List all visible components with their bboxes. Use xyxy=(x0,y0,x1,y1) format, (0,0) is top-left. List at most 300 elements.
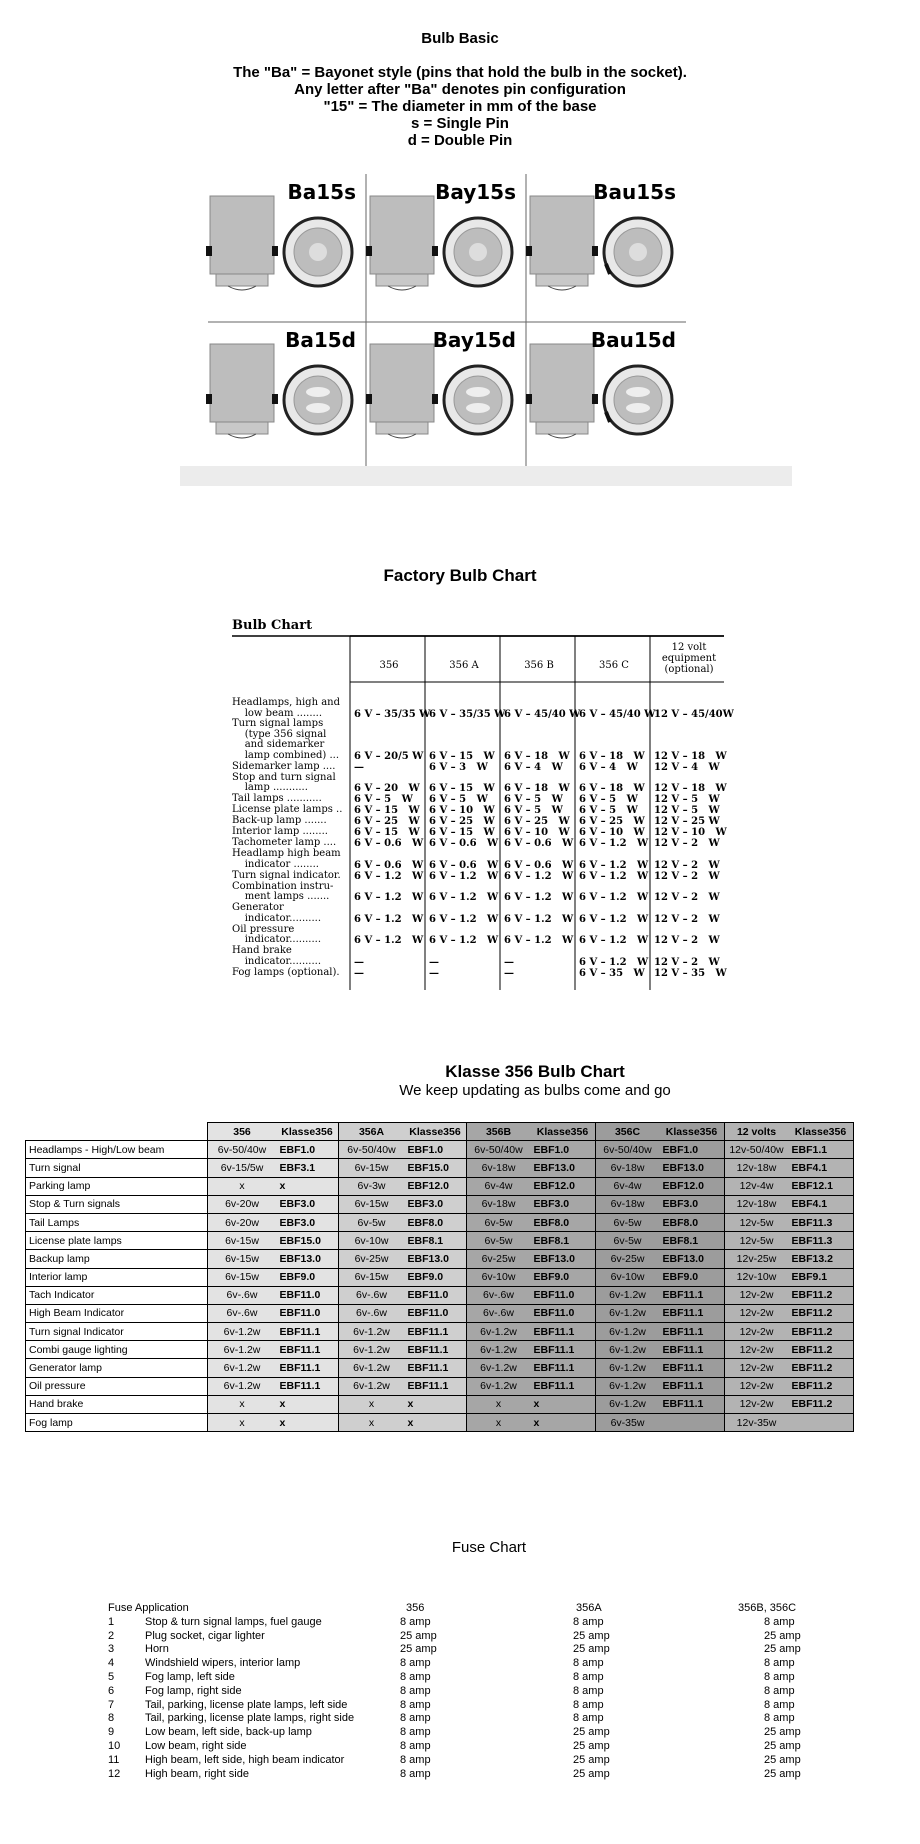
klasse-row xyxy=(26,1232,854,1250)
factory-header-cell: 356 C xyxy=(599,660,629,671)
klasse-cell: EBF11.2 xyxy=(789,1304,854,1322)
klasse-cell: EBF4.1 xyxy=(789,1159,854,1177)
klasse-chart-subtitle: We keep updating as bulbs come and go xyxy=(399,1082,671,1099)
klasse-cell: 6v-1.2w xyxy=(207,1377,277,1395)
klasse-cell: 6v-5w xyxy=(466,1213,531,1231)
klasse-row xyxy=(26,1395,854,1413)
factory-chart-title: Factory Bulb Chart xyxy=(383,566,537,585)
factory-row-value: 12 V – 2 W xyxy=(654,859,720,871)
factory-row-value: 12 V – 5 W xyxy=(654,805,720,816)
socket-cell xyxy=(366,174,526,324)
klasse-cell: EBF8.1 xyxy=(531,1232,596,1250)
klasse-cell: 6v-1.2w xyxy=(466,1359,531,1377)
klasse-cell: 6v-1.2w xyxy=(207,1359,277,1377)
klasse-cell: EBF11.1 xyxy=(277,1341,339,1359)
klasse-header-row xyxy=(26,1123,854,1141)
klasse-cell: 6v-18w xyxy=(595,1159,660,1177)
klasse-cell: EBF1.0 xyxy=(531,1141,596,1159)
klasse-row-label: Generator lamp xyxy=(26,1359,208,1377)
fuse-value-356a: 25 amp xyxy=(573,1753,610,1766)
fuse-value-356a: 25 amp xyxy=(573,1726,610,1739)
fuse-value-356a: 8 amp xyxy=(573,1698,604,1711)
fuse-number: 11 xyxy=(108,1753,120,1766)
klasse-cell: EBF11.1 xyxy=(405,1323,467,1341)
fuse-number: 8 xyxy=(108,1712,115,1725)
bulb-basic-line: Any letter after "Ba" denotes pin configuration xyxy=(294,81,626,98)
fuse-number: 10 xyxy=(108,1739,121,1752)
klasse-row xyxy=(26,1250,854,1268)
fuse-value-356bc: 8 amp xyxy=(764,1657,795,1670)
klasse-cell: EBF12.0 xyxy=(660,1177,725,1195)
fuse-value-356: 8 amp xyxy=(400,1615,431,1628)
fuse-application: Stop & turn signal lamps, fuel gauge xyxy=(145,1615,322,1628)
klasse-cell: x xyxy=(338,1395,405,1413)
klasse-header-cell: 356C xyxy=(595,1123,660,1141)
klasse-cell: EBF11.1 xyxy=(277,1323,339,1341)
klasse-cell: EBF11.0 xyxy=(405,1304,467,1322)
klasse-cell: EBF11.3 xyxy=(789,1213,854,1231)
klasse-cell: x xyxy=(531,1395,596,1413)
factory-row-label: Turn signal indicator. xyxy=(232,869,341,881)
factory-row-value: 6 V – 0.6 W xyxy=(354,859,424,871)
klasse-row-label: High Beam Indicator xyxy=(26,1304,208,1322)
fuse-application: High beam, left side, high beam indicator xyxy=(145,1753,345,1766)
fuse-value-356a: 25 amp xyxy=(573,1643,610,1656)
klasse-cell: EBF3.0 xyxy=(277,1195,339,1213)
bulb-basic-line: d = Double Pin xyxy=(407,132,513,149)
fuse-number: 6 xyxy=(108,1684,115,1697)
klasse-cell: 12v-2w xyxy=(724,1341,789,1359)
factory-row-label: Generator indicator.......... xyxy=(232,902,322,924)
factory-row-label: Headlamp high beam indicator ........ xyxy=(232,848,341,870)
klasse-cell: 6v-10w xyxy=(338,1232,405,1250)
klasse-cell: EBF13.0 xyxy=(660,1159,725,1177)
klasse-header-cell: Klasse356 xyxy=(277,1123,339,1141)
fuse-header-356: 356 xyxy=(406,1602,425,1614)
fuse-row xyxy=(108,1712,808,1726)
factory-row-label: License plate lamps .. xyxy=(232,804,343,815)
klasse-cell: 6v-3w xyxy=(338,1177,405,1195)
klasse-cell: 6v-.6w xyxy=(207,1286,277,1304)
socket-cell xyxy=(526,322,686,472)
fuse-value-356a: 8 amp xyxy=(573,1657,604,1670)
klasse-row-label: Fog lamp xyxy=(26,1414,208,1432)
klasse-cell: 6v-4w xyxy=(595,1177,660,1195)
factory-row-value: 12 V – 5 W xyxy=(654,794,720,805)
factory-row-value: 6 V – 45/40 W xyxy=(504,708,581,720)
klasse-row xyxy=(26,1323,854,1341)
fuse-application: Low beam, left side, back-up lamp xyxy=(145,1726,312,1739)
klasse-cell: x xyxy=(207,1414,277,1432)
fuse-value-356a: 25 amp xyxy=(573,1767,610,1780)
fuse-application: Fog lamp, right side xyxy=(145,1684,242,1697)
klasse-cell: 6v-.6w xyxy=(207,1304,277,1322)
klasse-cell: EBF8.1 xyxy=(405,1232,467,1250)
factory-row-value: 12 V – 35 W xyxy=(654,967,727,979)
factory-row-value: 6 V – 1.2 W xyxy=(504,892,574,903)
klasse-cell: EBF12.1 xyxy=(789,1177,854,1195)
factory-row-value: 6 V – 35 W xyxy=(579,967,645,979)
factory-row-value: 12 V – 10 W xyxy=(654,827,727,838)
factory-row-value: 6 V – 35/35 W xyxy=(354,708,431,720)
socket-cell xyxy=(526,174,686,324)
factory-row-label: Headlamps, high and low beam ........ xyxy=(232,697,340,719)
klasse-cell: EBF3.0 xyxy=(277,1213,339,1231)
klasse-cell: x xyxy=(466,1414,531,1432)
factory-row-value: — xyxy=(354,967,364,979)
klasse-cell: EBF11.1 xyxy=(660,1359,725,1377)
factory-row-label: Turn signal lamps (type 356 signal and sidemarker lamp combined) ... xyxy=(232,718,340,761)
klasse-cell: 6v-10w xyxy=(595,1268,660,1286)
fuse-row xyxy=(108,1699,808,1713)
factory-row-label: Hand brake indicator.......... xyxy=(232,945,322,967)
klasse-cell: EBF1.0 xyxy=(405,1141,467,1159)
klasse-cell: EBF11.2 xyxy=(789,1377,854,1395)
fuse-number: 9 xyxy=(108,1726,115,1739)
fuse-value-356bc: 8 amp xyxy=(764,1615,795,1628)
fuse-number: 4 xyxy=(108,1657,115,1670)
klasse-cell: 6v-1.2w xyxy=(207,1341,277,1359)
factory-row-value: 6 V – 5 W xyxy=(504,805,563,816)
factory-row-value: 12 V – 2 W xyxy=(654,838,720,849)
klasse-cell: 6v-.6w xyxy=(466,1286,531,1304)
factory-row-label: Tachometer lamp .... xyxy=(232,837,337,848)
klasse-row-label: License plate lamps xyxy=(26,1232,208,1250)
klasse-cell: EBF11.1 xyxy=(531,1359,596,1377)
klasse-row xyxy=(26,1286,854,1304)
klasse-cell: x xyxy=(338,1414,405,1432)
factory-row-value: 6 V – 25 W xyxy=(429,816,495,827)
klasse-cell: 12v-5w xyxy=(724,1232,789,1250)
factory-chart-heading: Bulb Chart xyxy=(232,618,313,633)
factory-row-label: Interior lamp ........ xyxy=(232,826,328,837)
fuse-value-356bc: 8 amp xyxy=(764,1712,795,1725)
socket-cell xyxy=(206,322,366,472)
klasse-cell: EBF11.1 xyxy=(660,1395,725,1413)
klasse-row-label: Turn signal Indicator xyxy=(26,1323,208,1341)
klasse-cell: EBF3.0 xyxy=(660,1195,725,1213)
factory-row-value: 6 V – 1.2 W xyxy=(579,935,649,946)
klasse-cell: x xyxy=(207,1395,277,1413)
klasse-cell: EBF11.1 xyxy=(531,1323,596,1341)
klasse-cell: EBF3.0 xyxy=(531,1195,596,1213)
klasse-cell: EBF11.0 xyxy=(277,1286,339,1304)
klasse-cell: EBF11.1 xyxy=(405,1341,467,1359)
fuse-row xyxy=(108,1643,808,1657)
klasse-cell: 6v-50/40w xyxy=(466,1141,531,1159)
factory-row-value: 6 V – 25 W xyxy=(504,816,570,827)
klasse-cell: EBF11.1 xyxy=(405,1377,467,1395)
klasse-cell: x xyxy=(531,1414,596,1432)
fuse-value-356: 25 amp xyxy=(400,1629,437,1642)
factory-row-value: 6 V – 1.2 W xyxy=(579,838,649,849)
klasse-cell: x xyxy=(277,1395,339,1413)
socket-type-label: Bau15s xyxy=(593,180,676,204)
klasse-row-label: Combi gauge lighting xyxy=(26,1341,208,1359)
klasse-row xyxy=(26,1177,854,1195)
factory-row-value: 6 V – 1.2 W xyxy=(429,935,499,946)
klasse-cell: EBF9.1 xyxy=(789,1268,854,1286)
klasse-cell: EBF11.1 xyxy=(660,1341,725,1359)
fuse-row xyxy=(108,1685,808,1699)
klasse-cell: EBF3.0 xyxy=(405,1195,467,1213)
klasse-cell: 6v-1.2w xyxy=(595,1286,660,1304)
klasse-cell: 12v-2w xyxy=(724,1323,789,1341)
factory-row-value: 12 V – 25 W xyxy=(654,816,720,827)
bulb-socket-diagram xyxy=(180,174,792,486)
fuse-value-356: 8 amp xyxy=(400,1698,431,1711)
klasse-cell: x xyxy=(405,1395,467,1413)
klasse-cell: 6v-1.2w xyxy=(595,1359,660,1377)
klasse-cell: EBF12.0 xyxy=(531,1177,596,1195)
klasse-header-cell: Klasse356 xyxy=(789,1123,854,1141)
klasse-row-label: Headlamps - High/Low beam xyxy=(26,1141,208,1159)
factory-row-value: 6 V – 18 W xyxy=(504,783,570,794)
fuse-number: 3 xyxy=(108,1643,115,1656)
fuse-row xyxy=(108,1616,808,1630)
factory-row-value: 6 V – 5 W xyxy=(429,794,488,805)
fuse-header-356bc: 356B, 356C xyxy=(738,1602,797,1614)
klasse-cell: x xyxy=(466,1395,531,1413)
klasse-header-cell: Klasse356 xyxy=(660,1123,725,1141)
bulb-basic-line: "15" = The diameter in mm of the base xyxy=(323,98,597,115)
factory-row-value: 6 V – 10 W xyxy=(429,805,495,816)
factory-row-value: 12 V – 2 W xyxy=(654,870,720,882)
klasse-cell: EBF13.2 xyxy=(789,1250,854,1268)
klasse-cell: 6v-18w xyxy=(466,1195,531,1213)
factory-row-value: 6 V – 25 W xyxy=(354,816,420,827)
klasse-cell: EBF11.3 xyxy=(789,1232,854,1250)
fuse-row xyxy=(108,1671,808,1685)
klasse-cell: 6v-1.2w xyxy=(338,1323,405,1341)
factory-row-value: — xyxy=(504,956,514,968)
fuse-value-356bc: 25 amp xyxy=(764,1739,801,1752)
factory-row-label: Tail lamps ........... xyxy=(232,793,322,804)
klasse-cell: EBF11.2 xyxy=(789,1395,854,1413)
fuse-value-356: 8 amp xyxy=(400,1726,431,1739)
factory-row-value: 6 V – 5 W xyxy=(354,794,413,805)
klasse-cell xyxy=(789,1414,854,1432)
klasse-cell: 6v-20w xyxy=(207,1195,277,1213)
klasse-cell: EBF11.1 xyxy=(277,1377,339,1395)
factory-row-value: 6 V – 4 W xyxy=(504,761,563,773)
klasse-cell: EBF8.0 xyxy=(531,1213,596,1231)
factory-row-value: — xyxy=(429,956,439,968)
factory-row-label: Back-up lamp ....... xyxy=(232,815,327,826)
klasse-cell: x xyxy=(277,1177,339,1195)
factory-row-value: 6 V – 15 W xyxy=(429,750,495,762)
klasse-cell: 6v-4w xyxy=(466,1177,531,1195)
klasse-cell: 6v-50/40w xyxy=(595,1141,660,1159)
fuse-value-356bc: 25 amp xyxy=(764,1643,801,1656)
fuse-number: 12 xyxy=(108,1767,121,1780)
klasse-cell: EBF11.2 xyxy=(789,1323,854,1341)
factory-row-value: 6 V – 15 W xyxy=(429,827,495,838)
fuse-value-356a: 8 amp xyxy=(573,1615,604,1628)
fuse-row xyxy=(108,1630,808,1644)
fuse-value-356: 8 amp xyxy=(400,1670,431,1683)
klasse-cell: EBF13.0 xyxy=(277,1250,339,1268)
klasse-cell: 6v-15w xyxy=(338,1268,405,1286)
klasse-row xyxy=(26,1213,854,1231)
klasse-cell: 6v-1.2w xyxy=(595,1323,660,1341)
klasse-cell: 12v-25w xyxy=(724,1250,789,1268)
klasse-header-cell: 356B xyxy=(466,1123,531,1141)
klasse-cell: 12v-2w xyxy=(724,1377,789,1395)
klasse-cell: 6v-1.2w xyxy=(595,1341,660,1359)
klasse-cell: EBF12.0 xyxy=(405,1177,467,1195)
klasse-cell: 6v-5w xyxy=(595,1232,660,1250)
klasse-cell: EBF15.0 xyxy=(405,1159,467,1177)
klasse-cell: 12v-35w xyxy=(724,1414,789,1432)
fuse-value-356: 25 amp xyxy=(400,1643,437,1656)
klasse-cell: 6v-35w xyxy=(595,1414,660,1432)
fuse-row xyxy=(108,1768,808,1782)
factory-row-value: 6 V – 0.6 W xyxy=(429,859,499,871)
klasse-cell: 6v-15/5w xyxy=(207,1159,277,1177)
klasse-cell: 6v-25w xyxy=(466,1250,531,1268)
fuse-number: 1 xyxy=(108,1615,115,1628)
factory-row-value: 6 V – 0.6 W xyxy=(504,838,574,849)
factory-row-value: 6 V – 1.2 W xyxy=(504,913,574,925)
klasse-row-label: Turn signal xyxy=(26,1159,208,1177)
klasse-header-cell: 356A xyxy=(338,1123,405,1141)
klasse-cell: 6v-1.2w xyxy=(207,1323,277,1341)
fuse-value-356bc: 8 amp xyxy=(764,1684,795,1697)
klasse-cell: 12v-18w xyxy=(724,1159,789,1177)
klasse-cell: 6v-25w xyxy=(338,1250,405,1268)
factory-row-value: 6 V – 1.2 W xyxy=(354,913,424,925)
fuse-application: Fog lamp, left side xyxy=(145,1670,235,1683)
klasse-cell: 6v-1.2w xyxy=(466,1341,531,1359)
fuse-value-356: 8 amp xyxy=(400,1712,431,1725)
klasse-cell: EBF11.0 xyxy=(405,1286,467,1304)
klasse-cell: 6v-15w xyxy=(207,1232,277,1250)
klasse-row-label: Stop & Turn signals xyxy=(26,1195,208,1213)
klasse-cell: EBF11.1 xyxy=(531,1341,596,1359)
fuse-row xyxy=(108,1740,808,1754)
klasse-cell: 6v-50/40w xyxy=(338,1141,405,1159)
klasse-cell: EBF9.0 xyxy=(660,1268,725,1286)
socket-cell xyxy=(366,322,526,472)
factory-row-value: 6 V – 5 W xyxy=(579,805,638,816)
fuse-value-356bc: 25 amp xyxy=(764,1629,801,1642)
fuse-row xyxy=(108,1726,808,1740)
factory-row-label: Sidemarker lamp .... xyxy=(232,760,336,772)
klasse-cell: 6v-5w xyxy=(595,1213,660,1231)
klasse-cell: 12v-5w xyxy=(724,1213,789,1231)
fuse-number: 2 xyxy=(108,1629,115,1642)
klasse-header-cell: 12 volts xyxy=(724,1123,789,1141)
klasse-cell: EBF1.0 xyxy=(277,1141,339,1159)
fuse-header-application: Fuse Application xyxy=(108,1602,189,1614)
klasse-header-cell: Klasse356 xyxy=(405,1123,467,1141)
factory-row-value: 6 V – 1.2 W xyxy=(354,870,424,882)
klasse-chart-title: Klasse 356 Bulb Chart xyxy=(445,1062,625,1081)
klasse-cell: EBF11.2 xyxy=(789,1359,854,1377)
fuse-chart xyxy=(108,1602,808,1781)
socket-type-label: Bay15s xyxy=(435,180,516,204)
klasse-cell: EBF11.2 xyxy=(789,1341,854,1359)
factory-row-value: 6 V – 18 W xyxy=(579,783,645,794)
klasse-cell: 6v-18w xyxy=(466,1159,531,1177)
fuse-value-356bc: 8 amp xyxy=(764,1670,795,1683)
klasse-cell: EBF9.0 xyxy=(277,1268,339,1286)
fuse-value-356: 8 amp xyxy=(400,1739,431,1752)
fuse-number: 7 xyxy=(108,1698,115,1711)
bulb-basic-line: The "Ba" = Bayonet style (pins that hold the bulb in the socket). xyxy=(233,64,687,81)
bulb-basic-line: s = Single Pin xyxy=(411,115,509,132)
klasse-cell: EBF13.0 xyxy=(531,1159,596,1177)
klasse-cell: x xyxy=(207,1177,277,1195)
factory-row-value: 6 V – 1.2 W xyxy=(504,870,574,882)
fuse-value-356a: 8 amp xyxy=(573,1712,604,1725)
factory-row-value: 6 V – 0.6 W xyxy=(429,838,499,849)
factory-row-value: 6 V – 1.2 W xyxy=(354,892,424,903)
factory-row-value: 6 V – 18 W xyxy=(504,750,570,762)
klasse-cell: EBF11.1 xyxy=(660,1323,725,1341)
fuse-value-356bc: 25 amp xyxy=(764,1767,801,1780)
klasse-cell: 12v-2w xyxy=(724,1286,789,1304)
klasse-cell: 6v-1.2w xyxy=(338,1359,405,1377)
factory-row-value: 6 V – 3 W xyxy=(429,761,488,773)
socket-type-label: Ba15d xyxy=(285,328,356,352)
factory-row-value: 12 V – 2 W xyxy=(654,935,720,946)
klasse-header-cell: 356 xyxy=(207,1123,277,1141)
factory-row-value: 6 V – 5 W xyxy=(579,794,638,805)
factory-row-value: 6 V – 20 W xyxy=(354,783,420,794)
factory-row-value: 6 V – 0.6 W xyxy=(504,859,574,871)
klasse-cell: 6v-5w xyxy=(466,1232,531,1250)
factory-row-value: 6 V – 1.2 W xyxy=(579,859,649,871)
klasse-cell: 6v-.6w xyxy=(466,1304,531,1322)
socket-type-label: Bay15d xyxy=(432,328,516,352)
klasse-cell: EBF11.0 xyxy=(531,1286,596,1304)
bulb-basic-title: Bulb Basic xyxy=(421,30,499,47)
klasse-cell: 12v-18w xyxy=(724,1195,789,1213)
klasse-cell: 12v-50/40w xyxy=(724,1141,789,1159)
factory-row-value: 6 V – 1.2 W xyxy=(579,870,649,882)
factory-row-value: 6 V – 1.2 W xyxy=(579,892,649,903)
factory-row-value: 6 V – 4 W xyxy=(579,761,638,773)
klasse-cell: 6v-18w xyxy=(595,1195,660,1213)
klasse-row-label: Interior lamp xyxy=(26,1268,208,1286)
fuse-application: Low beam, right side xyxy=(145,1739,247,1752)
factory-header-cell: 356 xyxy=(379,660,399,671)
klasse-cell: EBF11.1 xyxy=(660,1377,725,1395)
klasse-cell: 6v-15w xyxy=(207,1268,277,1286)
klasse-cell: x xyxy=(405,1414,467,1432)
klasse-cell: 12v-4w xyxy=(724,1177,789,1195)
klasse-row xyxy=(26,1195,854,1213)
klasse-cell: EBF4.1 xyxy=(789,1195,854,1213)
klasse-cell: 6v-.6w xyxy=(338,1286,405,1304)
klasse-row xyxy=(26,1141,854,1159)
bulb-basic-description xyxy=(0,64,920,149)
klasse-cell: EBF11.0 xyxy=(531,1304,596,1322)
factory-row-label: Combination instru- ment lamps ....... xyxy=(232,880,334,902)
socket-cell xyxy=(206,174,366,324)
klasse-row xyxy=(26,1359,854,1377)
factory-row-value: 6 V – 10 W xyxy=(579,827,645,838)
klasse-cell: 6v-1.2w xyxy=(466,1377,531,1395)
factory-header-cell: 356 B xyxy=(524,660,554,671)
klasse-cell: 6v-10w xyxy=(466,1268,531,1286)
fuse-application: Tail, parking, license plate lamps, left side xyxy=(145,1698,348,1711)
factory-row-value: 6 V – 1.2 W xyxy=(429,913,499,925)
klasse-cell: 6v-1.2w xyxy=(466,1323,531,1341)
klasse-cell: 12v-2w xyxy=(724,1359,789,1377)
